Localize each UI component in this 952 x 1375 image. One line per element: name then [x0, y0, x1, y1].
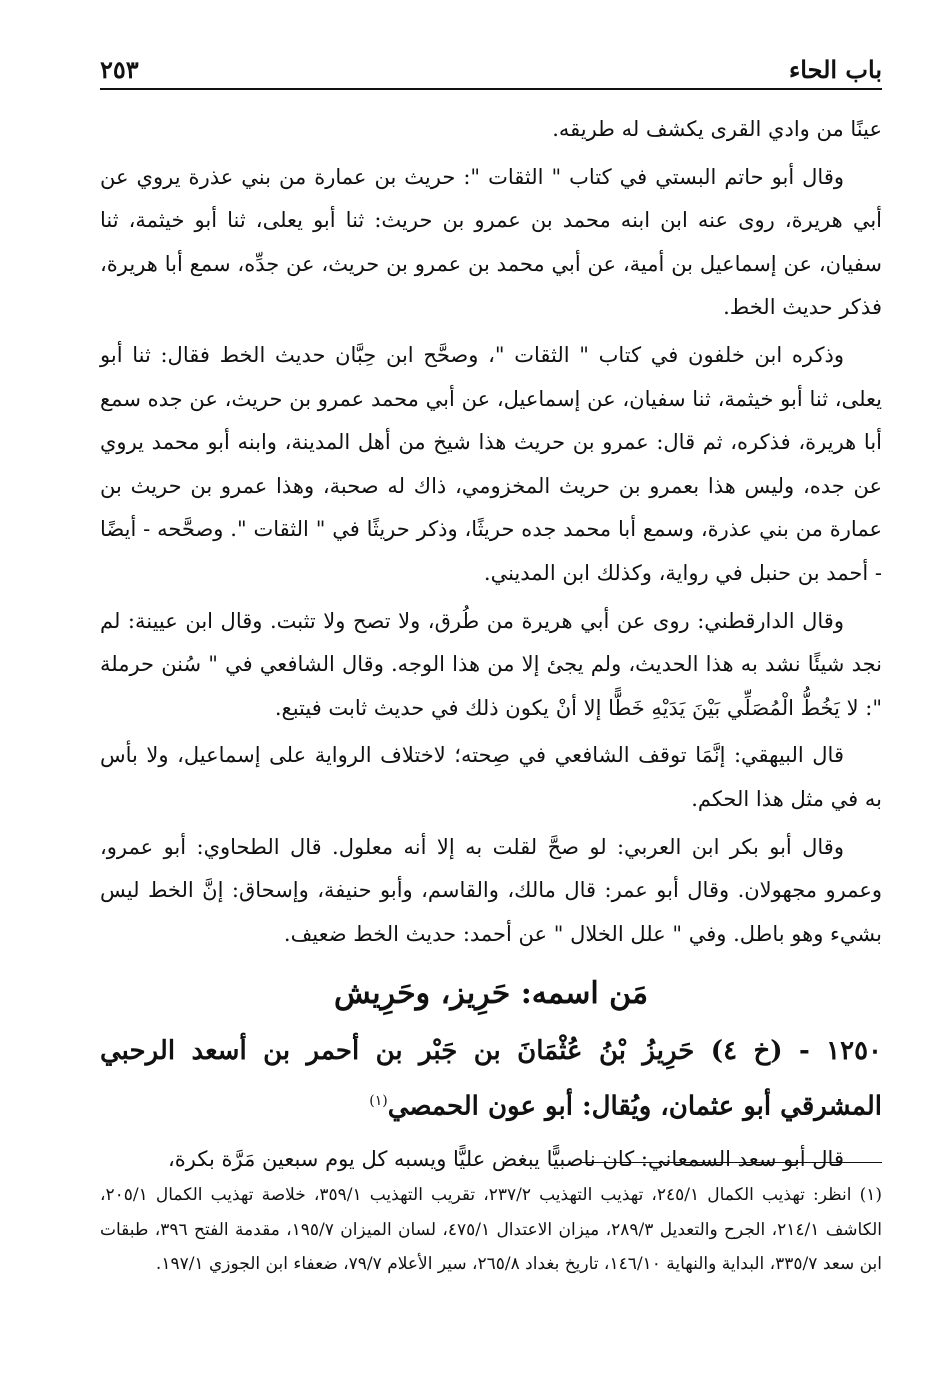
paragraph: وقال أبو بكر ابن العربي: لو صحَّ لقلت به إلا أنه معلول. قال الطحاوي: أبو عمرو، وعمرو مجهولان. وقال أبو عمر: قال مالك، والقاسم، وأبو حنيفة، وإسحاق: إنَّ الخط ليس بشيء وهو باطل. وفي " علل الخلال " عن أحمد: حديث الخط ضعيف.	[100, 834, 882, 946]
section-heading: مَن اسمه: حَرِيز، وحَرِيش	[333, 976, 649, 1012]
paragraph: وذكره ابن خلفون في كتاب " الثقات "، وصحَّح ابن حِبَّان حديث الخط فقال: ثنا أبو يعلى، ثنا أبو خيثمة، ثنا سفيان، عن إسماعيل، عن أبي محمد عمرو بن حريث، عن جده سمع أبا هريرة، فذكره، ثم قال: عمرو بن حريث هذا شيخ من أهل المدينة، وابنه أبو محمد يروي عن جده، وليس هذا بعمرو بن حريث المخزومي، ذاك له صحبة، وهذا عمرو بن حريث بن عمارة من بني عذرة، وسمع أبا محمد جده حريثًا، وذكر حريثًا في " الثقات ". وصحَّحه - أيضًا - أحمد بن حنبل في رواية، وكذلك ابن المديني.	[100, 342, 882, 585]
paragraph: وقال الدارقطني: روى عن أبي هريرة من طُرق، ولا تصح ولا تثبت. وقال ابن عيينة: لم نجد شيئًا نشد به هذا الحديث، ولم يجئ إلا من هذا الوجه. وقال الشافعي في " سُنن حرملة ": لا يَخُطُّ الْمُصَلِّي بَيْنَ يَدَيْهِ خَطًّا إلا أنْ يكون ذلك في حديث ثابت فيتبع.	[100, 608, 882, 720]
entry-first-line: قال أبو سعد السمعاني: كان ناصبيًّا يبغض عليًّا ويسبه كل يوم سبعين مَرَّة بكرة،	[168, 1146, 844, 1171]
paragraph: وقال أبو حاتم البستي في كتاب " الثقات ": حريث بن عمارة من بني عذرة يروي عن أبي هريرة، روى عنه ابن ابنه محمد بن عمرو بن حريث: ثنا أبو يعلى، ثنا أبو خيثمة، ثنا سفيان، عن إسماعيل بن أمية، عن أبي محمد بن عمرو بن حريث، عن جدِّه، سمع أبا هريرة، فذكر حديث الخط.	[100, 164, 882, 320]
body-text	[100, 108, 882, 1182]
entry-heading-text: ١٢٥٠ - (خ ٤) حَرِيزُ بْنُ عُثْمَانَ بن جَبْر بن أحمر بن أسعد الرحبي المشرقي أبو عثمان، ويُقال: أبو عون الحمصي	[100, 1036, 882, 1122]
footnote-separator	[582, 1162, 882, 1163]
paragraph: قال البيهقي: إنَّمَا توقف الشافعي في صِحته؛ لاختلاف الرواية على إسماعيل، ولا بأس به في مثل هذا الحكم.	[100, 743, 882, 811]
page-header	[100, 50, 882, 90]
page-number: ٢٥٣	[100, 55, 139, 84]
footnote-marker: (١)	[369, 1093, 388, 1110]
paragraph: عينًا من وادي القرى يكشف له طريقه.	[552, 117, 882, 141]
book-page	[100, 50, 882, 1350]
entry-heading	[100, 1026, 882, 1132]
running-title: باب الحاء	[788, 55, 882, 84]
footnote: (١) انظر: تهذيب الكمال ٢٤٥/١، تهذيب التهذيب ٢٣٧/٢، تقريب التهذيب ٣٥٩/١، خلاصة تهذيب الكمال ٢٠٥/١، الكاشف ٢١٤/١، الجرح والتعديل ٢٨٩/٣، ميزان الاعتدال ٤٧٥/١، لسان الميزان ١٩٥/٧، مقدمة الفتح ٣٩٦، طبقات ابن سعد ٣٣٥/٧، البداية والنهاية ١٤٦/١٠، تاريخ بغداد ٢٦٥/٨، سير الأعلام ٧٩/٧، ضعفاء ابن الجوزي ١٩٧/١.	[100, 1185, 883, 1274]
